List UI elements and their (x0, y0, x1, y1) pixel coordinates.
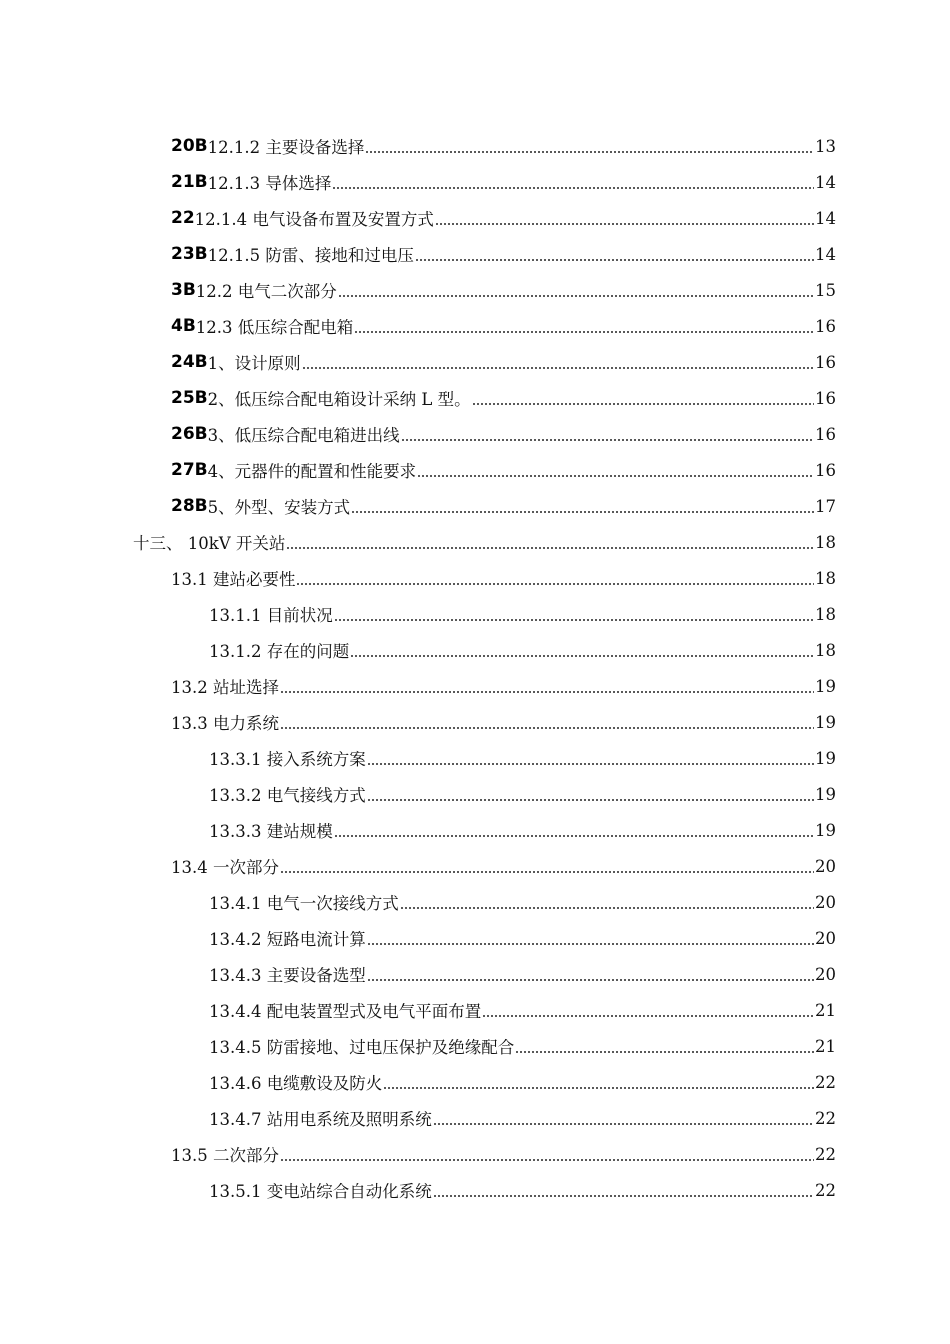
toc-entry[interactable] (0, 740, 950, 776)
toc-entry-page-number: 22 (815, 1144, 836, 1164)
toc-entry-page-number: 22 (815, 1180, 836, 1200)
toc-entry-title: 13.3.1 接入系统方案 (209, 750, 366, 769)
toc-dot-leader (415, 259, 814, 261)
toc-entry[interactable] (0, 1172, 950, 1208)
toc-entry-page-number: 22 (815, 1072, 836, 1092)
toc-dot-leader (367, 943, 814, 945)
toc-entry[interactable] (0, 1136, 950, 1172)
toc-entry-page-number: 16 (815, 352, 836, 372)
toc-dot-leader (334, 835, 814, 837)
toc-entry-page-number: 21 (815, 1000, 836, 1020)
toc-dot-leader (280, 871, 814, 873)
toc-dot-leader (350, 655, 814, 657)
toc-dot-leader (400, 907, 814, 909)
toc-entry-title: 12.1.5 防雷、接地和过电压 (207, 246, 414, 265)
toc-entry-title: 4、元器件的配置和性能要求 (207, 462, 417, 481)
toc-dot-leader (286, 547, 814, 549)
toc-entry[interactable] (0, 992, 950, 1028)
toc-entry-title: 13.4.5 防雷接地、过电压保护及绝缘配合 (209, 1038, 515, 1057)
toc-entry-page-number: 20 (815, 892, 836, 912)
toc-dot-leader (433, 1123, 814, 1125)
toc-entry[interactable] (0, 488, 950, 524)
toc-entry[interactable] (0, 524, 950, 560)
toc-entry-title: 十三、 10kV 开关站 (133, 534, 286, 553)
toc-dot-leader (367, 979, 814, 981)
toc-entry-page-number: 16 (815, 460, 836, 480)
toc-entry-page-number: 19 (815, 820, 836, 840)
toc-entry-title: 13.3 电力系统 (171, 714, 279, 733)
toc-dot-leader (515, 1051, 814, 1053)
toc-entry-title: 13.4.1 电气一次接线方式 (209, 894, 399, 913)
toc-entry[interactable] (0, 452, 950, 488)
toc-dot-leader (401, 439, 814, 441)
toc-dot-leader (482, 1015, 814, 1017)
toc-entry-page-number: 19 (815, 676, 836, 696)
toc-entry-page-number: 14 (815, 172, 836, 192)
toc-entry[interactable] (0, 128, 950, 164)
toc-entry-page-number: 18 (815, 604, 836, 624)
toc-entry[interactable] (0, 668, 950, 704)
toc-entry-page-number: 20 (815, 856, 836, 876)
toc-entry-page-number: 19 (815, 748, 836, 768)
toc-entry[interactable] (0, 1100, 950, 1136)
toc-entry-title: 3、低压综合配电箱进出线 (207, 426, 400, 445)
toc-entry-title: 13.4.3 主要设备选型 (209, 966, 366, 985)
toc-entry-page-number: 18 (815, 532, 836, 552)
toc-dot-leader (417, 475, 814, 477)
toc-entry-title: 5、外型、安装方式 (207, 498, 351, 517)
toc-entry-bookmark-prefix: 20B (171, 136, 208, 156)
toc-entry-bookmark-prefix: 28B (171, 496, 208, 516)
toc-dot-leader (296, 583, 814, 585)
toc-dot-leader (383, 1087, 814, 1089)
toc-dot-leader (302, 367, 814, 369)
toc-dot-leader (334, 619, 814, 621)
toc-entry[interactable] (0, 704, 950, 740)
toc-entry[interactable] (0, 164, 950, 200)
toc-entry[interactable] (0, 920, 950, 956)
toc-entry-title: 13.3.2 电气接线方式 (209, 786, 366, 805)
toc-dot-leader (354, 331, 814, 333)
toc-dot-leader (433, 1195, 814, 1197)
toc-entry-title: 1、设计原则 (207, 354, 301, 373)
toc-dot-leader (351, 511, 814, 513)
toc-entry[interactable] (0, 1028, 950, 1064)
toc-entry[interactable] (0, 344, 950, 380)
toc-entry-page-number: 13 (815, 136, 836, 156)
toc-entry-title: 13.4.2 短路电流计算 (209, 930, 366, 949)
toc-entry-page-number: 22 (815, 1108, 836, 1128)
toc-entry-bookmark-prefix: 21B (171, 172, 208, 192)
toc-entry-page-number: 20 (815, 928, 836, 948)
toc-entry[interactable] (0, 236, 950, 272)
toc-entry-title: 2、低压综合配电箱设计采纳 L 型。 (207, 390, 471, 409)
toc-entry-title: 13.1 建站必要性 (171, 570, 296, 589)
toc-entry[interactable] (0, 812, 950, 848)
toc-entry-bookmark-prefix: 27B (171, 460, 208, 480)
toc-entry-title: 13.4 一次部分 (171, 858, 279, 877)
toc-entry-bookmark-prefix: 3B (171, 280, 196, 300)
toc-entry-bookmark-prefix: 26B (171, 424, 208, 444)
toc-entry-title: 12.1.4 电气设备布置及安置方式 (194, 210, 434, 229)
toc-entry-title: 13.5.1 变电站综合自动化系统 (209, 1182, 432, 1201)
toc-entry[interactable] (0, 200, 950, 236)
toc-entry-page-number: 14 (815, 244, 836, 264)
toc-dot-leader (332, 187, 814, 189)
toc-entry[interactable] (0, 272, 950, 308)
toc-entry-title: 13.2 站址选择 (171, 678, 279, 697)
toc-entry-title: 13.1.2 存在的问题 (209, 642, 350, 661)
toc-entry-bookmark-prefix: 25B (171, 388, 208, 408)
toc-entry[interactable] (0, 956, 950, 992)
toc-entry-page-number: 15 (815, 280, 836, 300)
toc-entry-title: 13.5 二次部分 (171, 1146, 279, 1165)
toc-entry-page-number: 17 (815, 496, 836, 516)
toc-entry-title: 13.4.6 电缆敷设及防火 (209, 1074, 383, 1093)
toc-entry[interactable] (0, 1064, 950, 1100)
toc-entry-page-number: 19 (815, 712, 836, 732)
toc-entry-page-number: 21 (815, 1036, 836, 1056)
toc-dot-leader (365, 151, 814, 153)
toc-entry[interactable] (0, 848, 950, 884)
toc-dot-leader (338, 295, 814, 297)
toc-dot-leader (280, 691, 814, 693)
toc-entry-page-number: 14 (815, 208, 836, 228)
toc-entry[interactable] (0, 596, 950, 632)
toc-entry[interactable] (0, 632, 950, 668)
toc-entry-page-number: 18 (815, 640, 836, 660)
toc-entry-title: 12.3 低压综合配电箱 (195, 318, 354, 337)
toc-entry-bookmark-prefix: 4B (171, 316, 196, 336)
toc-entry-page-number: 16 (815, 424, 836, 444)
toc-dot-leader (435, 223, 814, 225)
toc-entry-title: 12.1.2 主要设备选择 (207, 138, 365, 157)
toc-entry-title: 13.3.3 建站规模 (209, 822, 333, 841)
toc-entry-page-number: 16 (815, 316, 836, 336)
toc-entry[interactable] (0, 560, 950, 596)
toc-entry-page-number: 19 (815, 784, 836, 804)
toc-dot-leader (367, 799, 814, 801)
toc-entry[interactable] (0, 776, 950, 812)
toc-entry-title: 12.1.3 导体选择 (207, 174, 332, 193)
toc-entry-title: 12.2 电气二次部分 (195, 282, 337, 301)
table-of-contents (0, 128, 950, 1208)
toc-entry-bookmark-prefix: 24B (171, 352, 208, 372)
toc-entry-page-number: 16 (815, 388, 836, 408)
toc-entry-page-number: 18 (815, 568, 836, 588)
toc-entry[interactable] (0, 380, 950, 416)
toc-entry[interactable] (0, 416, 950, 452)
toc-entry-title: 13.1.1 目前状况 (209, 606, 333, 625)
toc-entry-title: 13.4.7 站用电系统及照明系统 (209, 1110, 432, 1129)
toc-entry-bookmark-prefix: 23B (171, 244, 208, 264)
toc-dot-leader (280, 727, 814, 729)
toc-dot-leader (280, 1159, 814, 1161)
toc-entry[interactable] (0, 884, 950, 920)
toc-entry[interactable] (0, 308, 950, 344)
toc-entry-title: 13.4.4 配电装置型式及电气平面布置 (209, 1002, 482, 1021)
toc-dot-leader (472, 403, 814, 405)
toc-entry-bookmark-prefix: 22 (171, 208, 195, 228)
toc-dot-leader (367, 763, 814, 765)
toc-entry-page-number: 20 (815, 964, 836, 984)
